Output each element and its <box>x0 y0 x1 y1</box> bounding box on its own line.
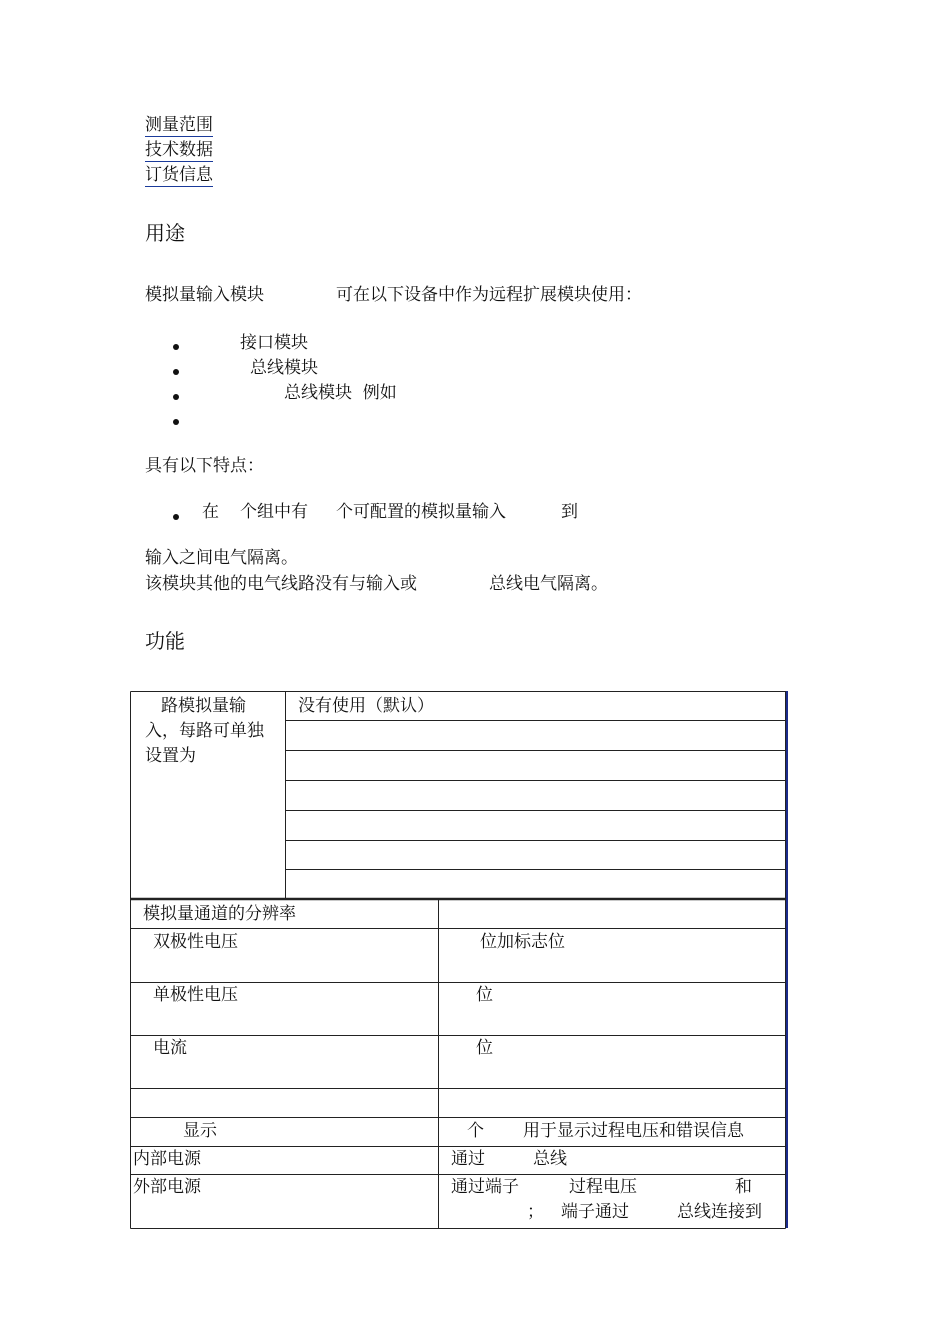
config-label: 入，每路可单独 <box>145 721 264 741</box>
intro-text-usage: 可在以下设备中作为远程扩展模块使用： <box>336 285 642 305</box>
internal-power-value: 通过 <box>451 1149 485 1169</box>
external-power-value: 和 <box>735 1177 752 1197</box>
list-item: 总线模块 例如 <box>284 383 397 403</box>
isolation-text: 总线电气隔离。 <box>489 574 608 594</box>
external-power-value: 通过端子 <box>451 1177 519 1197</box>
config-label: 路模拟量输 <box>161 696 246 716</box>
config-label: 设置为 <box>145 746 196 766</box>
external-power-value: ； <box>527 1202 544 1222</box>
external-power-label: 外部电源 <box>133 1177 201 1197</box>
usage-heading: 用途 <box>145 221 185 245</box>
feature-text: 个组中有 <box>240 502 308 522</box>
config-option: 没有使用（默认） <box>298 696 434 716</box>
internal-power-value: 总线 <box>533 1149 567 1169</box>
table-row-value: 位 <box>476 1038 493 1058</box>
isolation-text: 输入之间电气隔离。 <box>145 548 298 568</box>
function-heading: 功能 <box>145 629 185 653</box>
external-power-value: 端子通过 <box>561 1202 629 1222</box>
table-row-label: 单极性电压 <box>153 985 238 1005</box>
internal-power-label: 内部电源 <box>133 1149 201 1169</box>
feature-text: 在 <box>202 502 219 522</box>
table-row-label: 双极性电压 <box>153 932 238 952</box>
list-item: 总线模块 <box>250 358 318 378</box>
feature-text: 到 <box>561 502 578 522</box>
features-label: 具有以下特点： <box>145 456 264 476</box>
nav-link-measurement-range[interactable]: 测量范围 <box>145 115 213 135</box>
intro-text-module: 模拟量输入模块 <box>145 285 264 305</box>
external-power-value: 总线连接到 <box>677 1202 762 1222</box>
nav-link-technical-data[interactable]: 技术数据 <box>145 140 213 160</box>
table-row-value: 位加标志位 <box>480 932 565 952</box>
table-row-value: 位 <box>476 985 493 1005</box>
resolution-label: 模拟量通道的分辨率 <box>143 904 296 924</box>
nav-link-ordering-info[interactable]: 订货信息 <box>145 165 213 185</box>
feature-text: 个可配置的模拟量输入 <box>336 502 506 522</box>
display-value: 个 <box>467 1121 484 1141</box>
list-item: 接口模块 <box>240 333 308 353</box>
display-value: 用于显示过程电压和错误信息 <box>523 1121 744 1141</box>
isolation-text: 该模块其他的电气线路没有与输入或 <box>145 574 417 594</box>
table-row-label: 电流 <box>153 1038 187 1058</box>
external-power-value: 过程电压 <box>569 1177 637 1197</box>
display-label: 显示 <box>183 1121 217 1141</box>
